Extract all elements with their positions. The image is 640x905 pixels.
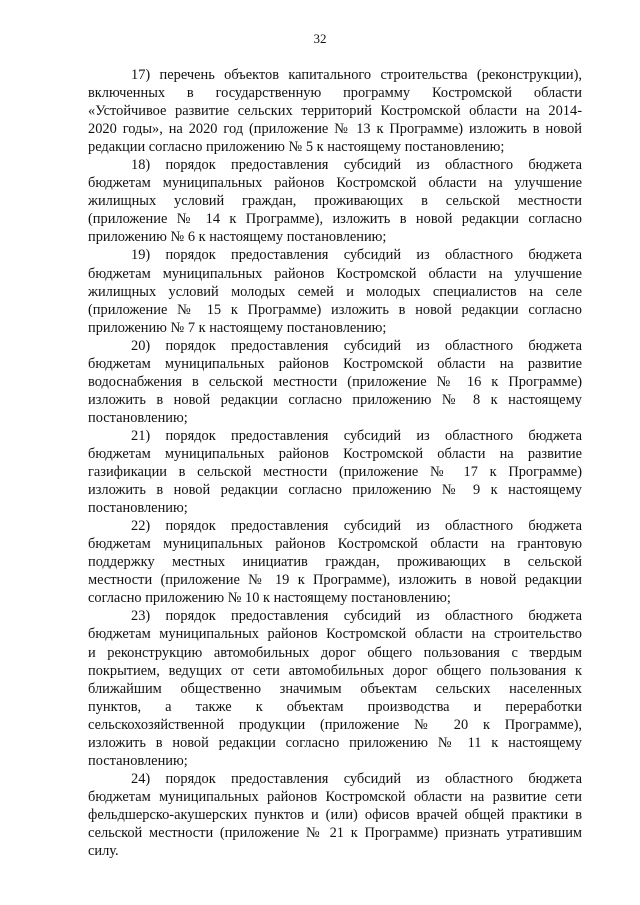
paragraph-line: пунктов, а также к объектам производства и переработки — [88, 698, 582, 715]
paragraph-first-line: 24) порядок предоставления субсидий из областного бюджета — [131, 770, 582, 787]
paragraph-line: постановлению; — [88, 500, 188, 517]
paragraph-line: водоснабжения в сельской местности (приложение № 16 к Программе) — [88, 373, 582, 390]
paragraph-line: фельдшерско-акушерских пунктов и (или) офисов врачей общей практики в — [88, 806, 582, 823]
paragraph-line: сельской местности (приложение № 21 к Программе) признать утратившим — [88, 824, 582, 841]
paragraph-line: «Устойчивое развитие сельских территорий Костромской области на 2014- — [88, 103, 582, 120]
paragraph-line: бюджетам муниципальных районов Костромской области на улучшение — [88, 175, 582, 192]
paragraph-line: поддержку местных инициатив граждан, проживающих в сельской — [88, 554, 582, 571]
paragraph-line: изложить в новой редакции согласно приложению № 9 к настоящему — [88, 482, 582, 499]
paragraph-line: бюджетам муниципальных районов Костромской области на улучшение — [88, 265, 582, 282]
paragraph-line: изложить в новой редакции согласно приложению № 11 к настоящему — [88, 734, 582, 751]
paragraph-line: редакции согласно приложению № 5 к настоящему постановлению; — [88, 139, 505, 156]
paragraph-line: (приложение № 14 к Программе), изложить в новой редакции согласно — [88, 211, 582, 228]
paragraph-line: бюджетам муниципальных районов Костромской области на строительство — [88, 626, 582, 643]
paragraph-line: бюджетам муниципальных районов Костромской области на грантовую — [88, 536, 582, 553]
paragraph-line: (приложение № 15 к Программе) изложить в новой редакции согласно — [88, 301, 582, 318]
paragraph-line: покрытием, ведущих от сети автомобильных дорог общего пользования к — [88, 662, 582, 679]
paragraph-line: приложению № 7 к настоящему постановлению; — [88, 319, 387, 336]
paragraph-line: постановлению; — [88, 752, 188, 769]
paragraph-first-line: 21) порядок предоставления субсидий из областного бюджета — [131, 427, 582, 444]
paragraph-line: жилищных условий молодых семей и молодых специалистов на селе — [88, 283, 582, 300]
paragraph-line: местности (приложение № 19 к Программе), изложить в новой редакции — [88, 572, 582, 589]
document-body — [88, 66, 582, 860]
page-number: 32 — [313, 31, 327, 46]
paragraph-first-line: 20) порядок предоставления субсидий из областного бюджета — [131, 337, 582, 354]
paragraph-line: ближайшим общественно значимым объектам сельских населенных — [88, 680, 582, 697]
paragraph-line: и реконструкцию автомобильных дорог общего пользования с твердым — [88, 644, 582, 661]
paragraph-first-line: 23) порядок предоставления субсидий из областного бюджета — [131, 608, 582, 625]
paragraph-line: постановлению; — [88, 409, 188, 426]
paragraph-line: 2020 годы», на 2020 год (приложение № 13 к Программе) изложить в новой — [88, 121, 582, 138]
paragraph-line: бюджетам муниципальных районов Костромской области на развитие сети — [88, 788, 582, 805]
paragraph-line: согласно приложению № 10 к настоящему постановлению; — [88, 590, 451, 607]
paragraph-first-line: 22) порядок предоставления субсидий из областного бюджета — [131, 518, 582, 535]
paragraph-line: сельскохозяйственной продукции (приложение № 20 к Программе), — [88, 716, 582, 733]
paragraph-line: жилищных условий граждан, проживающих в сельской местности — [88, 193, 582, 210]
paragraph-line: изложить в новой редакции согласно приложению № 8 к настоящему — [88, 391, 582, 408]
paragraph-first-line: 18) порядок предоставления субсидий из областного бюджета — [131, 157, 582, 174]
paragraph-line: бюджетам муниципальных районов Костромской области на развитие — [88, 445, 582, 462]
paragraph-line: газификации в сельской местности (приложение № 17 к Программе) — [88, 464, 582, 481]
paragraph-line: бюджетам муниципальных районов Костромской области на развитие — [88, 355, 582, 372]
paragraph-line: силу. — [88, 843, 119, 860]
paragraph-line: приложению № 6 к настоящему постановлению; — [88, 229, 387, 246]
paragraph-line: включенных в государственную программу Костромской области — [88, 85, 582, 102]
paragraph-first-line: 19) порядок предоставления субсидий из областного бюджета — [131, 247, 582, 264]
paragraph-first-line: 17) перечень объектов капитального строительства (реконструкции), — [131, 67, 582, 83]
